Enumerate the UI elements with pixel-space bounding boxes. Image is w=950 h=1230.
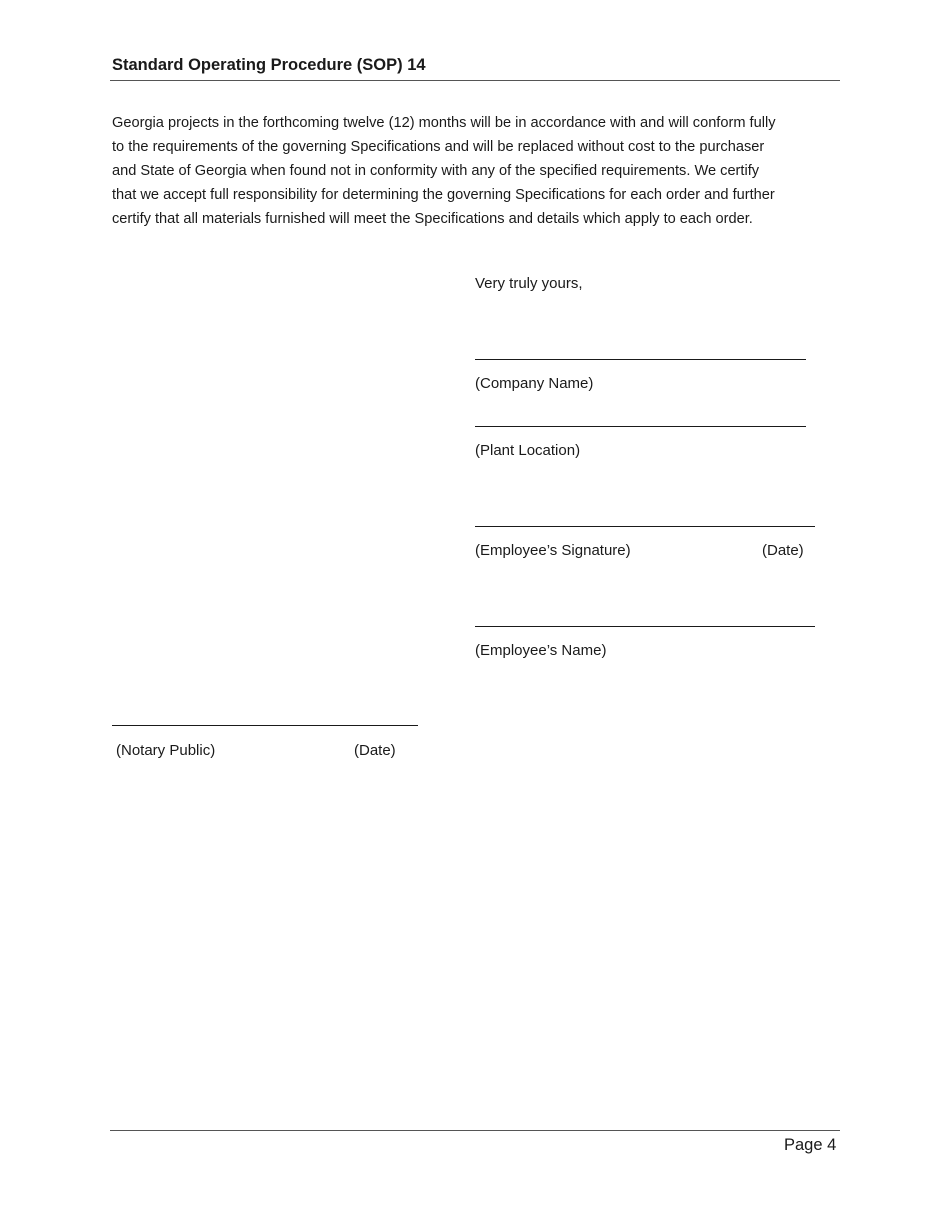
employee-name-label: (Employee’s Name) <box>475 642 607 659</box>
employee-signature-label: (Employee’s Signature) <box>475 542 631 559</box>
notary-public-label: (Notary Public) <box>116 742 216 759</box>
closing-salutation: Very truly yours, <box>475 275 583 292</box>
company-name-signature-line <box>475 359 806 360</box>
plant-location-signature-line <box>475 426 806 427</box>
employee-signature-line <box>475 526 815 527</box>
notary-date-label: (Date) <box>354 742 396 759</box>
page-header-title: Standard Operating Procedure (SOP) 14 <box>112 56 426 74</box>
paragraph-line: and State of Georgia when found not in conformity with any of the specified requirements. We certify <box>112 163 760 179</box>
employee-signature-date-label: (Date) <box>762 542 804 559</box>
header-divider <box>110 80 840 81</box>
paragraph-line: to the requirements of the governing Specifications and will be replaced without cost to the purchaser <box>112 139 765 155</box>
paragraph-line: that we accept full responsibility for determining the governing Specifications for each order and further <box>112 187 775 203</box>
plant-location-label: (Plant Location) <box>475 442 581 459</box>
page-number: Page 4 <box>784 1136 837 1154</box>
paragraph-line: Georgia projects in the forthcoming twelve (12) months will be in accordance with and will conform fully <box>112 115 776 131</box>
footer-divider <box>110 1130 840 1131</box>
paragraph-line: certify that all materials furnished will meet the Specifications and details which apply to each order. <box>112 211 753 227</box>
certification-paragraph <box>112 111 844 231</box>
notary-signature-line <box>112 725 418 726</box>
company-name-label: (Company Name) <box>475 375 594 392</box>
employee-name-signature-line <box>475 626 815 627</box>
